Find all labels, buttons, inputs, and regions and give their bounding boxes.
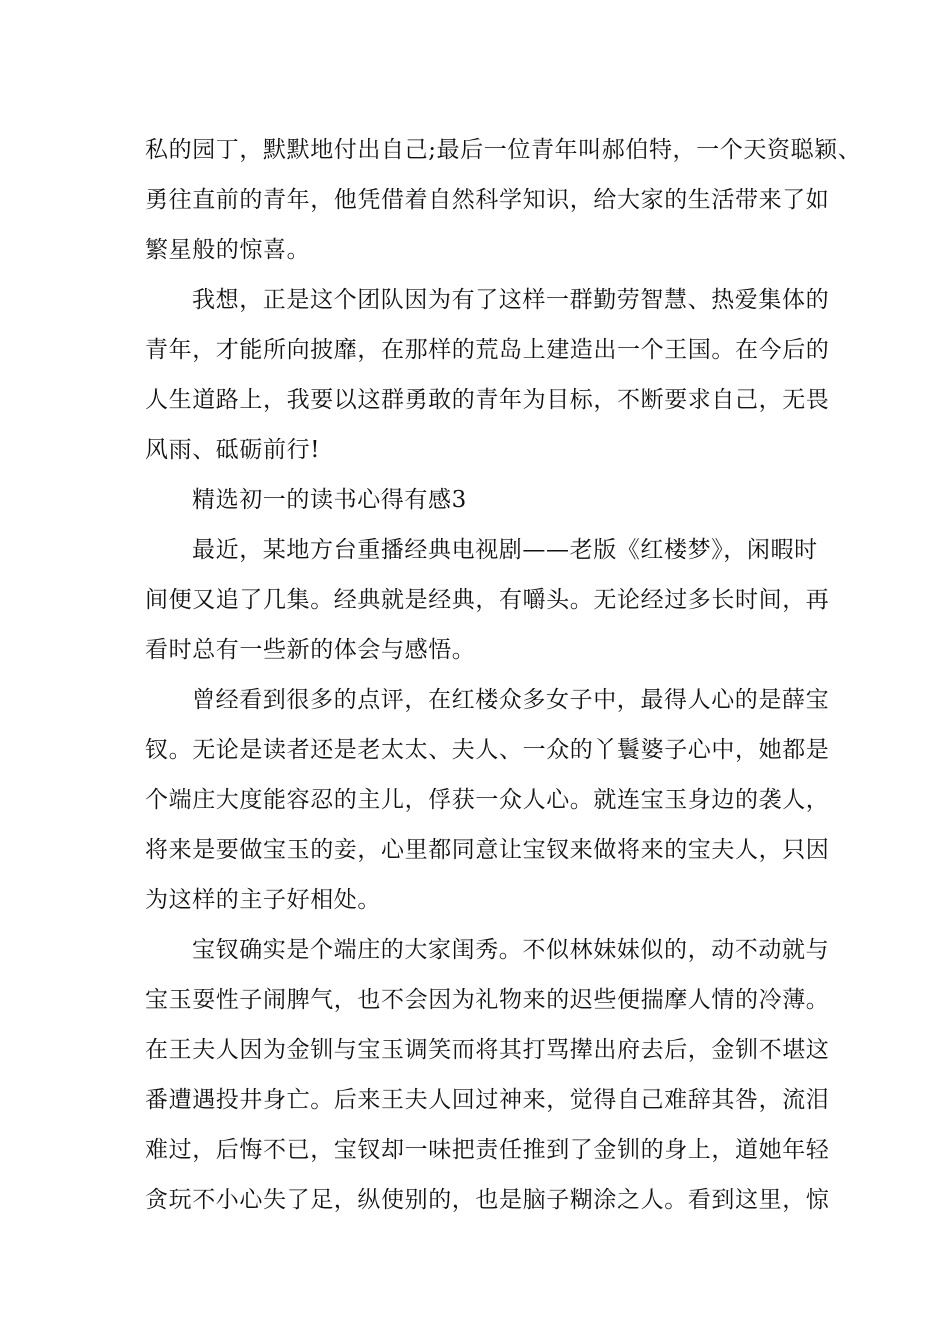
text-line: 钗。无论是读者还是老太太、夫人、一众的丫鬟婆子心中，她都是 <box>145 737 830 763</box>
paragraph-start-line: 宝钗确实是个端庄的大家闺秀。不似林妹妹似的，动不动就与 <box>192 937 830 963</box>
text-line: 繁星般的惊喜。 <box>145 237 311 263</box>
text-line: 番遭遇投井身亡。后来王夫人回过神来，觉得自己难辞其咎，流泪 <box>145 1087 830 1113</box>
text-line: 宝玉耍性子闹脾气，也不会因为礼物来的迟些便揣摩人情的冷薄。 <box>145 987 830 1013</box>
text-line: 看时总有一些新的体会与感悟。 <box>145 637 476 663</box>
text-line: 为这样的主子好相处。 <box>145 887 381 913</box>
text-line: 个端庄大度能容忍的主儿，俘获一众人心。就连宝玉身边的袭人， <box>145 787 830 813</box>
section-heading: 精选初一的读书心得有感3 <box>192 487 467 513</box>
paragraph-start-line: 曾经看到很多的点评，在红楼众多女子中，最得人心的是薛宝 <box>192 687 830 713</box>
text-line: 青年，才能所向披靡，在那样的荒岛上建造出一个王国。在今后的 <box>145 337 830 363</box>
text-line: 风雨、砥砺前行! <box>145 437 321 463</box>
paragraph-start-line: 我想，正是这个团队因为有了这样一群勤劳智慧、热爱集体的 <box>192 287 830 313</box>
text-line: 难过，后悔不已，宝钗却一味把责任推到了金钏的身上，道她年轻 <box>145 1137 830 1163</box>
text-line: 人生道路上，我要以这群勇敢的青年为目标，不断要求自己，无畏 <box>145 387 830 413</box>
text-line: 间便又追了几集。经典就是经典，有嚼头。无论经过多长时间，再 <box>145 587 830 613</box>
text-line: 贪玩不小心失了足，纵使别的，也是脑子糊涂之人。看到这里，惊 <box>145 1187 830 1213</box>
paragraph-start-line: 最近，某地方台重播经典电视剧——老版《红楼梦》，闲暇时 <box>192 537 818 563</box>
text-line: 私的园丁，默默地付出自己;最后一位青年叫郝伯特，一个天资聪颖、 <box>145 137 862 163</box>
text-line: 勇往直前的青年，他凭借着自然科学知识，给大家的生活带来了如 <box>145 187 830 213</box>
text-line: 在王夫人因为金钏与宝玉调笑而将其打骂撵出府去后，金钏不堪这 <box>145 1037 830 1063</box>
text-line: 将来是要做宝玉的妾，心里都同意让宝钗来做将来的宝夫人，只因 <box>145 837 830 863</box>
